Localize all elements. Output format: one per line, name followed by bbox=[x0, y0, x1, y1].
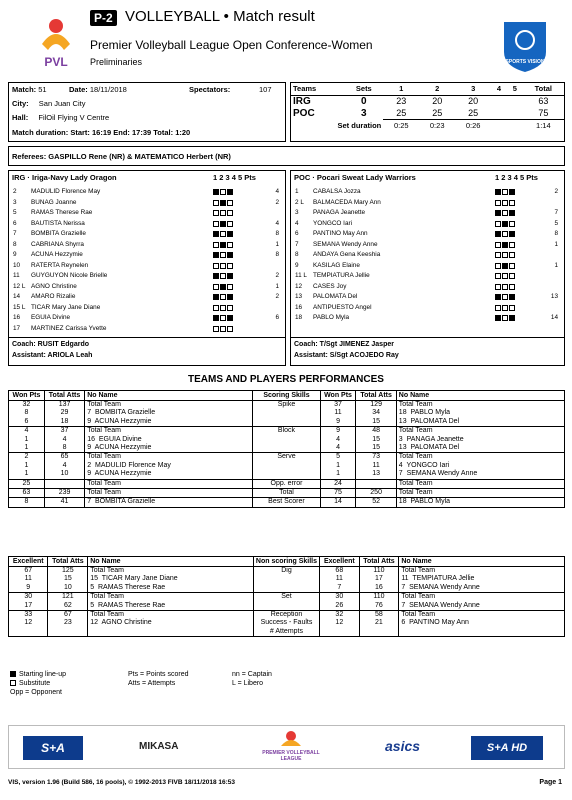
player-name: SEMANA Wendy Anne bbox=[313, 240, 378, 248]
svg-text:PVL: PVL bbox=[44, 55, 68, 69]
player-row bbox=[9, 198, 285, 209]
perf-header-cell: No Name bbox=[399, 557, 565, 567]
player-row bbox=[9, 240, 285, 251]
set-lineup-marks bbox=[495, 209, 516, 218]
set-lineup-marks bbox=[213, 188, 234, 197]
player-row bbox=[9, 250, 285, 261]
player-names: Total Team 3 PANAGA Jeanette 13 PALOMATA Del bbox=[396, 427, 564, 453]
score-cell: 25 bbox=[468, 107, 479, 118]
set-lineup-marks bbox=[495, 241, 516, 250]
player-points: 13 bbox=[550, 293, 558, 300]
set-duration-cell: 1:14 bbox=[523, 119, 564, 131]
perf-header-cell: Scoring Skills bbox=[253, 391, 320, 401]
won-points: 2 1 1 bbox=[9, 453, 45, 479]
total-attempts: 250 bbox=[356, 489, 396, 498]
perf-header-cell: Total Atts bbox=[48, 557, 88, 567]
player-number: 18 bbox=[295, 314, 303, 321]
player-number: 12 bbox=[295, 282, 303, 290]
total-attempts: 137 29 18 bbox=[44, 401, 84, 427]
won-points: 63 bbox=[9, 489, 45, 498]
player-points: 1 bbox=[275, 240, 279, 248]
player-name: RAMAS Therese Rae bbox=[31, 209, 93, 216]
player-row bbox=[9, 282, 285, 293]
score-cell: 20 bbox=[432, 96, 443, 107]
won-points: 30 17 bbox=[9, 593, 48, 611]
player-points: 2 bbox=[554, 188, 558, 195]
player-name: ANTIPUESTO Angel bbox=[313, 303, 372, 311]
set-lineup-marks bbox=[213, 251, 234, 260]
player-name: PABLO Myla bbox=[313, 314, 350, 321]
player-points: 2 bbox=[275, 198, 279, 206]
footer-version: VIS, version 1.96 (Build 586, 16 pools), © 1992-2013 FIVB 18/11/2018 16:53 bbox=[8, 779, 235, 786]
player-number: 11 L bbox=[295, 272, 307, 279]
won-points: 5 1 1 bbox=[320, 453, 356, 479]
legend: Starting line-up Substitute Opp = Opponent bbox=[10, 671, 67, 696]
team-code: POC bbox=[293, 107, 315, 119]
score-cell: 20 bbox=[468, 96, 479, 107]
set-lineup-marks bbox=[213, 220, 234, 229]
set-lineup-marks bbox=[495, 188, 516, 197]
player-name: MARTINEZ Carissa Yvette bbox=[31, 324, 107, 332]
skill-name: Best Scorer bbox=[253, 498, 320, 507]
total-attempts: 67 23 bbox=[48, 611, 88, 637]
player-name: EGUIA Divine bbox=[31, 314, 71, 321]
player-number: 8 bbox=[295, 251, 299, 258]
set-duration-cell bbox=[507, 119, 523, 131]
perf-header-cell: Total Atts bbox=[44, 391, 84, 401]
player-points: 2 bbox=[275, 293, 279, 300]
player-row bbox=[9, 219, 285, 230]
player-row bbox=[291, 219, 564, 230]
competition-name: Premier Volleyball League Open Conference-Women bbox=[90, 38, 373, 52]
player-number: 9 bbox=[295, 261, 299, 269]
set-lineup-marks bbox=[495, 304, 516, 313]
total-attempts: 121 62 bbox=[48, 593, 88, 611]
starting-lineup-icon bbox=[10, 671, 16, 677]
player-name: BUNAG Joanne bbox=[31, 198, 77, 206]
substitute-icon bbox=[10, 680, 16, 686]
sponsors-bar bbox=[8, 725, 565, 769]
set-duration-cell: 0:25 bbox=[383, 119, 419, 131]
player-number: 16 bbox=[13, 314, 21, 321]
set-lineup-marks bbox=[495, 251, 516, 260]
phase: Preliminaries bbox=[90, 57, 143, 67]
player-name: RATERTA Reynelen bbox=[31, 261, 89, 269]
score-header-cell: 4 bbox=[496, 84, 502, 94]
player-names: Total Team 11 TEMPIATURA Jellie 7 SEMANA Wendy Anne bbox=[399, 567, 565, 593]
set-lineup-marks bbox=[213, 283, 234, 292]
player-name: MADULID Florence May bbox=[31, 188, 101, 195]
skill-name: Set bbox=[253, 593, 319, 611]
score-cell: 75 bbox=[538, 107, 549, 118]
score-header-cell: 2 bbox=[435, 84, 440, 94]
won-points: 32 8 6 bbox=[9, 401, 45, 427]
player-names: Total Team bbox=[85, 489, 253, 498]
won-points: 8 bbox=[9, 498, 45, 507]
set-lineup-marks bbox=[213, 199, 234, 208]
set-lineup-marks bbox=[495, 283, 516, 292]
score-header-cell: 3 bbox=[471, 84, 476, 94]
set-lineup-marks bbox=[495, 314, 516, 323]
total-attempts: 125 15 10 bbox=[48, 567, 88, 593]
player-row bbox=[291, 313, 564, 324]
player-name: KASILAG Elaine bbox=[313, 261, 360, 269]
total-attempts: 58 21 bbox=[359, 611, 399, 637]
set-lineup-marks bbox=[213, 230, 234, 239]
player-points: 1 bbox=[554, 261, 558, 269]
player-points: 1 bbox=[275, 282, 279, 290]
total-attempts: 65 4 10 bbox=[44, 453, 84, 479]
total-attempts: 48 15 15 bbox=[356, 427, 396, 453]
score-header-cell: 1 bbox=[399, 84, 404, 94]
player-row bbox=[291, 282, 564, 293]
sponsor-sa-logo: S+A bbox=[23, 736, 83, 760]
player-row bbox=[291, 229, 564, 240]
total-attempts: 129 34 15 bbox=[356, 401, 396, 427]
player-number: 17 bbox=[13, 324, 21, 332]
player-row bbox=[9, 271, 285, 282]
player-row bbox=[9, 229, 285, 240]
player-number: 14 bbox=[13, 293, 21, 300]
won-points: 33 12 bbox=[9, 611, 48, 637]
player-name: CABRIANA Shyrra bbox=[31, 240, 84, 248]
won-points: 37 11 9 bbox=[320, 401, 356, 427]
player-names: Total Team bbox=[85, 479, 253, 488]
player-name: ANDAYA Gena Keeshia bbox=[313, 251, 381, 258]
player-number: 3 bbox=[13, 198, 17, 206]
won-points: 24 bbox=[320, 479, 356, 488]
won-points: 68 11 7 bbox=[320, 567, 359, 593]
perf-header-cell: No Name bbox=[396, 391, 564, 401]
player-points: 7 bbox=[554, 209, 558, 216]
player-number: 11 bbox=[13, 272, 20, 279]
player-number: 16 bbox=[295, 303, 303, 311]
player-number: 12 L bbox=[13, 282, 26, 290]
set-lineup-marks bbox=[213, 241, 234, 250]
won-points: 25 bbox=[9, 479, 45, 488]
score-header-cell: Sets bbox=[355, 84, 372, 94]
skill-name: Dig bbox=[253, 567, 319, 593]
player-names: Total Team 2 MADULID Florence May 9 ACUNA Hezzymie bbox=[85, 453, 253, 479]
player-row bbox=[9, 324, 285, 335]
player-name: CABALSA Jozza bbox=[313, 188, 361, 195]
perf-header-cell: Excellent bbox=[320, 557, 359, 567]
skill-name: Block bbox=[253, 427, 320, 453]
sponsor-mikasa-logo: MIKASA bbox=[139, 741, 179, 752]
set-lineup-marks bbox=[213, 325, 234, 334]
non-scoring-skills-table bbox=[8, 556, 565, 637]
set-lineup-marks bbox=[495, 272, 516, 281]
team-a-box: IRG · Iriga-Navy Lady Oragon 1 2 3 4 5 Pts 2 MADULID Florence May 4 3 BUNAG Joanne 2 5 RAMAS Therese Rae 6 BAUTISTA Nerissa 4 7 BOMBITA Grazielle 8 8 CABRIANA Shyrra 1 9 ACUNA Hezzymie 8 10 RATERTA Reynelen 11 GUYGUYON Nicole Brielle 2 12 L AGNO Christine 1 14 AMARO Rizalie 2 15 L TICAR Mary Jane Diane 16 EGUIA Divine 6 17 MARTINEZ Carissa Yvette Coach: RUSIT Edgardo Assistant: ARIOLA Leah bbox=[8, 170, 286, 366]
player-points: 6 bbox=[275, 314, 279, 321]
page-badge: P-2 bbox=[90, 10, 117, 26]
won-points: 14 bbox=[320, 498, 356, 507]
set-lineup-marks bbox=[495, 262, 516, 271]
score-cell bbox=[491, 95, 507, 107]
score-cell: 23 bbox=[396, 96, 407, 107]
set-lineup-marks bbox=[213, 262, 234, 271]
player-number: 9 bbox=[13, 251, 17, 258]
player-number: 6 bbox=[295, 230, 299, 237]
player-number: 6 bbox=[13, 219, 17, 227]
won-points: 30 26 bbox=[320, 593, 359, 611]
player-names: Total Team 7 BOMBITA Grazielle 9 ACUNA Hezzymie bbox=[85, 401, 253, 427]
set-lineup-marks bbox=[213, 272, 234, 281]
perf-header-cell: Won Pts bbox=[320, 391, 356, 401]
player-number: 2 bbox=[13, 188, 17, 195]
sponsor-asics-logo: asics bbox=[385, 738, 421, 754]
player-row bbox=[9, 261, 285, 272]
player-name: GUYGUYON Nicole Brielle bbox=[31, 272, 108, 279]
performance-title: TEAMS AND PLAYERS PERFORMANCES bbox=[188, 374, 384, 385]
skill-name: Spike bbox=[253, 401, 320, 427]
player-names: Total Team bbox=[396, 479, 564, 488]
player-points: 14 bbox=[550, 314, 558, 321]
player-row bbox=[9, 292, 285, 303]
match-info-box: Match: 51 Date: 18/11/2018 Spectators: 107 City: San Juan City Hall: FilOil Flying V Centre Match duration: Start: 16:19 End: 17:39 Total: 1:20 bbox=[8, 82, 286, 142]
player-points: 5 bbox=[554, 219, 558, 227]
player-names: Total Team 6 PANTINO May Ann bbox=[399, 611, 565, 637]
player-number: 15 L bbox=[13, 303, 26, 311]
player-names: Total Team 4 YONGCO Iari 7 SEMANA Wendy Anne bbox=[396, 453, 564, 479]
player-name: PANAGA Jeanette bbox=[313, 209, 366, 216]
total-attempts: 239 bbox=[44, 489, 84, 498]
player-row bbox=[291, 198, 564, 209]
referees-box: Referees: GASPILLO Rene (NR) & MATEMATICO Herbert (NR) bbox=[8, 146, 565, 166]
player-name: AMARO Rizalie bbox=[31, 293, 76, 300]
total-attempts: 110 76 bbox=[359, 593, 399, 611]
set-lineup-marks bbox=[495, 220, 516, 229]
set-lineup-marks bbox=[213, 293, 234, 302]
score-cell bbox=[491, 107, 507, 119]
player-name: PALOMATA Del bbox=[313, 293, 358, 300]
score-cell: 63 bbox=[538, 96, 549, 107]
perf-header-cell: No Name bbox=[85, 391, 253, 401]
player-name: AGNO Christine bbox=[31, 282, 77, 290]
player-points: 4 bbox=[275, 188, 279, 195]
player-names: Total Team 5 RAMAS Therese Rae bbox=[88, 593, 254, 611]
player-row bbox=[291, 187, 564, 198]
score-cell: 25 bbox=[396, 107, 407, 118]
player-number: 5 bbox=[13, 209, 17, 216]
perf-header-cell: Non scoring Skills bbox=[253, 557, 319, 567]
set-duration-label: Set duration bbox=[337, 120, 382, 130]
player-number: 3 bbox=[295, 209, 299, 216]
sponsor-sa-hd-logo: S+A HD bbox=[471, 736, 543, 760]
score-cell bbox=[507, 95, 523, 107]
score-cell: 25 bbox=[432, 107, 443, 118]
player-points: 1 bbox=[554, 240, 558, 248]
skill-name: Opp. error bbox=[253, 479, 320, 488]
player-row bbox=[9, 313, 285, 324]
won-points: 32 12 bbox=[320, 611, 359, 637]
score-header-cell: Total bbox=[534, 84, 553, 94]
player-row bbox=[291, 303, 564, 314]
svg-text:SPORTS VISION: SPORTS VISION bbox=[505, 59, 545, 65]
set-lineup-marks bbox=[495, 230, 516, 239]
header bbox=[0, 0, 572, 80]
player-number: 8 bbox=[13, 240, 17, 248]
team-b-box: POC · Pocari Sweat Lady Warriors 1 2 3 4 5 Pts 1 CABALSA Jozza 2 2 L BALMACEDA Mary Ann 3 PANAGA Jeanette 7 4 YONGCO Iari 5 6 PANTINO May Ann 8 7 SEMANA Wendy Anne 1 8 ANDAYA Gena Keeshia 9 KASILAG Elaine 1 11 L TEMPIATURA Jellie 12 CASES Joy 13 PALOMATA Del 13 16 ANTIPUESTO Angel 18 PABLO Myla 14 Coach: T/Sgt JIMENEZ Jasper Assistant: S/Sgt ACOJEDO Ray bbox=[290, 170, 565, 366]
score-cell bbox=[507, 107, 523, 119]
player-names: Total Team bbox=[396, 489, 564, 498]
sponsor-pvl-logo: PREMIER VOLLEYBALL LEAGUE bbox=[261, 730, 321, 762]
pvl-logo bbox=[34, 14, 78, 70]
perf-header-cell: Total Atts bbox=[359, 557, 399, 567]
player-points: 8 bbox=[554, 230, 558, 237]
total-attempts: 73 11 13 bbox=[356, 453, 396, 479]
set-duration-cell: 0:23 bbox=[419, 119, 455, 131]
player-row bbox=[291, 240, 564, 251]
player-names: Total Team 16 EGUIA Divine 9 ACUNA Hezzymie bbox=[85, 427, 253, 453]
player-points: 4 bbox=[275, 219, 279, 227]
total-attempts bbox=[356, 479, 396, 488]
player-points: 8 bbox=[275, 251, 279, 258]
perf-header-cell: No Name bbox=[88, 557, 254, 567]
set-lineup-marks bbox=[213, 304, 234, 313]
player-name: CASES Joy bbox=[313, 282, 347, 290]
player-names: 7 BOMBITA Grazielle bbox=[85, 498, 253, 507]
perf-header-cell: Total Atts bbox=[356, 391, 396, 401]
player-row bbox=[291, 292, 564, 303]
skill-name: Total bbox=[253, 489, 320, 498]
player-name: BALMACEDA Mary Ann bbox=[313, 198, 381, 206]
player-row bbox=[291, 250, 564, 261]
score-cell: 0 bbox=[361, 95, 367, 107]
player-number: 13 bbox=[295, 293, 303, 300]
score-box bbox=[290, 82, 565, 142]
score-cell: 3 bbox=[361, 107, 367, 119]
player-name: BAUTISTA Nerissa bbox=[31, 219, 85, 227]
team-code: IRG bbox=[293, 95, 311, 107]
page-title: VOLLEYBALL • Match result bbox=[125, 8, 315, 25]
sports-vision-logo bbox=[500, 18, 550, 74]
player-names: 18 PABLO Myla bbox=[396, 498, 564, 507]
score-table bbox=[291, 83, 564, 131]
set-lineup-marks bbox=[495, 199, 516, 208]
player-row bbox=[291, 261, 564, 272]
skill-name: Reception Success - Faults # Attempts bbox=[253, 611, 319, 637]
player-row bbox=[9, 208, 285, 219]
footer-page: Page 1 bbox=[539, 779, 562, 786]
player-names: Total Team 15 TICAR Mary Jane Diane 5 RAMAS Therese Rae bbox=[88, 567, 254, 593]
player-row bbox=[291, 208, 564, 219]
total-attempts bbox=[44, 479, 84, 488]
player-name: ACUNA Hezzymie bbox=[31, 251, 83, 258]
won-points: 75 bbox=[320, 489, 356, 498]
player-number: 1 bbox=[295, 188, 299, 195]
score-header-cell: Teams bbox=[293, 84, 317, 94]
total-attempts: 41 bbox=[44, 498, 84, 507]
set-lineup-marks bbox=[213, 314, 234, 323]
set-lineup-marks bbox=[213, 209, 234, 218]
player-points: 8 bbox=[275, 230, 279, 237]
won-points: 67 11 9 bbox=[9, 567, 48, 593]
scoring-skills-table bbox=[8, 390, 565, 508]
player-names: Total Team 7 SEMANA Wendy Anne bbox=[399, 593, 565, 611]
skill-name: Serve bbox=[253, 453, 320, 479]
set-duration-cell: 0:26 bbox=[455, 119, 491, 131]
player-row bbox=[291, 271, 564, 282]
score-header-cell: 5 bbox=[512, 84, 517, 94]
player-number: 10 bbox=[13, 261, 21, 269]
total-attempts: 52 bbox=[356, 498, 396, 507]
player-row bbox=[9, 303, 285, 314]
player-name: PANTINO May Ann bbox=[313, 230, 368, 237]
player-names: Total Team 12 AGNO Christine bbox=[88, 611, 254, 637]
player-points: 2 bbox=[275, 272, 279, 279]
player-name: TICAR Mary Jane Diane bbox=[31, 303, 101, 311]
player-name: BOMBITA Grazielle bbox=[31, 230, 86, 237]
player-name: YONGCO Iari bbox=[313, 219, 353, 227]
player-number: 7 bbox=[295, 240, 299, 248]
total-attempts: 37 4 8 bbox=[44, 427, 84, 453]
set-duration-cell bbox=[491, 119, 507, 131]
player-number: 7 bbox=[13, 230, 17, 237]
player-row bbox=[9, 187, 285, 198]
won-points: 9 4 4 bbox=[320, 427, 356, 453]
perf-header-cell: Won Pts bbox=[9, 391, 45, 401]
perf-header-cell: Excellent bbox=[9, 557, 48, 567]
player-number: 4 bbox=[295, 219, 299, 227]
player-name: TEMPIATURA Jellie bbox=[313, 272, 370, 279]
player-number: 2 L bbox=[295, 198, 304, 206]
player-names: Total Team 18 PABLO Myla 13 PALOMATA Del bbox=[396, 401, 564, 427]
set-lineup-marks bbox=[495, 293, 516, 302]
total-attempts: 110 17 16 bbox=[359, 567, 399, 593]
won-points: 4 1 1 bbox=[9, 427, 45, 453]
